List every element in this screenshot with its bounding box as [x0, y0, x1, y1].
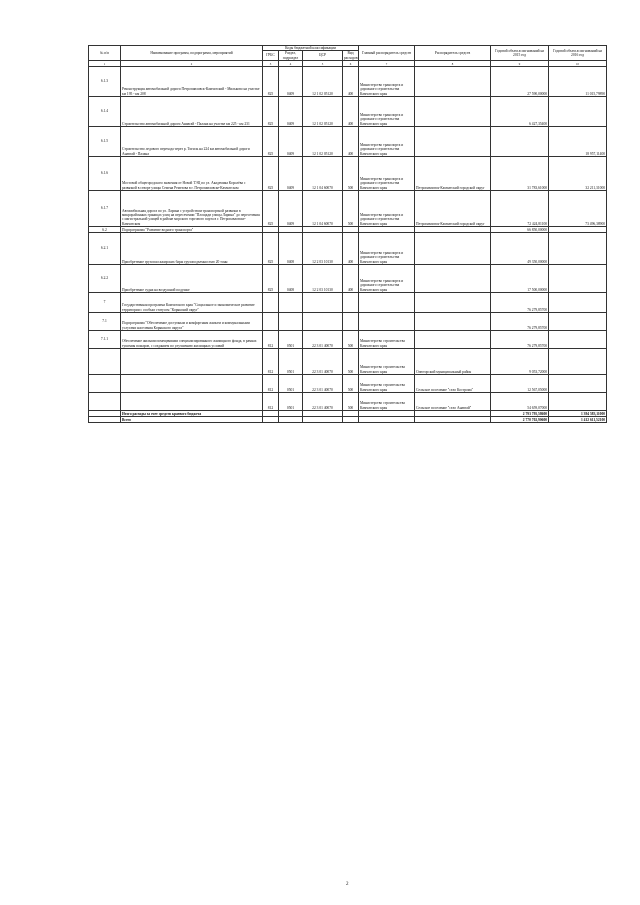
table-row: 6.2.2 Приобретение судна на воздушной подушке 825 0408 12 2 03 10130 400 Министерство транспорта и дорожного строительства Камчатского края 17 500,00000	[89, 264, 607, 292]
budget-table	[88, 45, 607, 423]
col-vid: Вид расходов	[344, 51, 358, 60]
total-row: Всего 2 770 702,90600 1 412 611,52100	[89, 416, 607, 422]
program-row: 7 Государственная программа Камчатского края "Социальное и экономическое развитие территории с особым статусом "Корякский округ" 76 279,85700	[89, 292, 607, 312]
col-grbs: ГРБС	[263, 51, 279, 61]
col-sum-2016: Годовой объем ассигнований на 2016 год	[549, 46, 607, 61]
col-num: № п/п	[89, 46, 121, 61]
col-sum-2015: Годовой объем ассигнований на 2015 год	[491, 46, 549, 61]
table-row: 6.1.6 Мостовой общегородского значения от Новой ТЭЦ по ул. Академика Королёва с развязкой в створе улицы Семена Ремезова в г. Петропавловске-Камчатском 825 0409 12 1 04 60070 500 Министерство транспорта и дорожного строительства Камчатского края Петропавловск-Камчатский городской округ 31 783,61000 32 211,31000	[89, 156, 607, 190]
table-row: 6.2.1 Приобретение грузопассажирских барж грузоподъемностью 20 тонн 825 0408 12 2 03 10130 400 Министерство транспорта и дорожного строительства Камчатского края 49 350,00000	[89, 232, 607, 264]
total-budget-row: Итого расходы за счет средств краевого бюджета 2 793 795,58600 1 394 583,11000	[89, 410, 607, 416]
table-row: 812 0501 22 3 01 40070 500 Министерство строительства Камчатского края Сельское поселение "село Анавгай" 54 659,07000	[89, 392, 607, 410]
col-manager: Распорядитель средств	[415, 46, 491, 61]
table-row: 812 0501 22 3 01 40070 500 Министерство строительства Камчатского края Сельское поселение "село Кострома" 12 567,05000	[89, 374, 607, 392]
col-csr: ЦСР	[303, 51, 343, 61]
col-razdel: Раздел, подраздел	[279, 51, 303, 61]
table-row: 6.1.4 Строительство автомобильной дороги Анавгай - Палана на участке км 225 - км 231 825 0409 12 1 02 05120 400 Министерство транспорта и дорожного строительства Камчатского края 6 427,35400	[89, 96, 607, 126]
col-name: Наименование программ, подпрограмм, мероприятий	[121, 46, 263, 61]
table-row: 6.1.7 Автомобильная дорога по ул. Ларина с устройством транспортной развязки в микрорайонных границах улиц на пересечении "Площади улицы Ларина" до пересечения с магистральной улицей в районе морского торгового порта в г. Петропавловске-Камчатском 825 0409 12 1 04 60070 500 Министерство транспорта и дорожного строительства Камчатского края Петропавловск-Камчатский городской округ 72 424,81100 73 496,38900	[89, 190, 607, 226]
table-row: 6.1.5 Строительство ледового перехода через р. Тигиль на 224 км автомобильной дороги Анавгай - Палана 825 0409 12 1 02 05120 400 Министерство транспорта и дорожного строительства Камчатского края 18 957,11400	[89, 126, 607, 156]
col-budget-codes: Коды бюджетной классификации	[263, 46, 359, 51]
subprogram-row: 7.1 Подпрограмма "Обеспечение доступным и комфортным жильем и коммунальными услугами населения Корякского округа" 76 279,85700	[89, 312, 607, 330]
table-row: 7.1.1 Обеспечение жилыми помещениями специализированного жилищного фонда, в рамках тушения пожаров, с созданием по улучшению жилищных условий 812 0501 22 3 01 40070 500 Министерство строительства Камчатского края 76 279,85700	[89, 330, 607, 348]
col-main-manager: Главный распорядитель средств	[359, 46, 415, 61]
column-index-row: 1 2 3 4 5 6 7 8 9 10	[89, 60, 607, 66]
table-row: 812 0501 22 3 01 40070 500 Министерство строительства Камчатского края Олюторский муниципальный район 9 053,72000	[89, 348, 607, 374]
page-number: 2	[346, 882, 349, 887]
table-row: 6.1.3 Реконструкция автомобильной дороги Петропавловск-Камчатский - Мильково на участке км 195 - км 208 825 0409 12 1 02 05120 400 Министерство транспорта и дорожного строительства Камчатского края 27 590,00000 11 015,79890	[89, 66, 607, 96]
subprogram-row: 6.2 Подпрограмма "Развитие водного транспорта" 66 850,00000	[89, 226, 607, 232]
